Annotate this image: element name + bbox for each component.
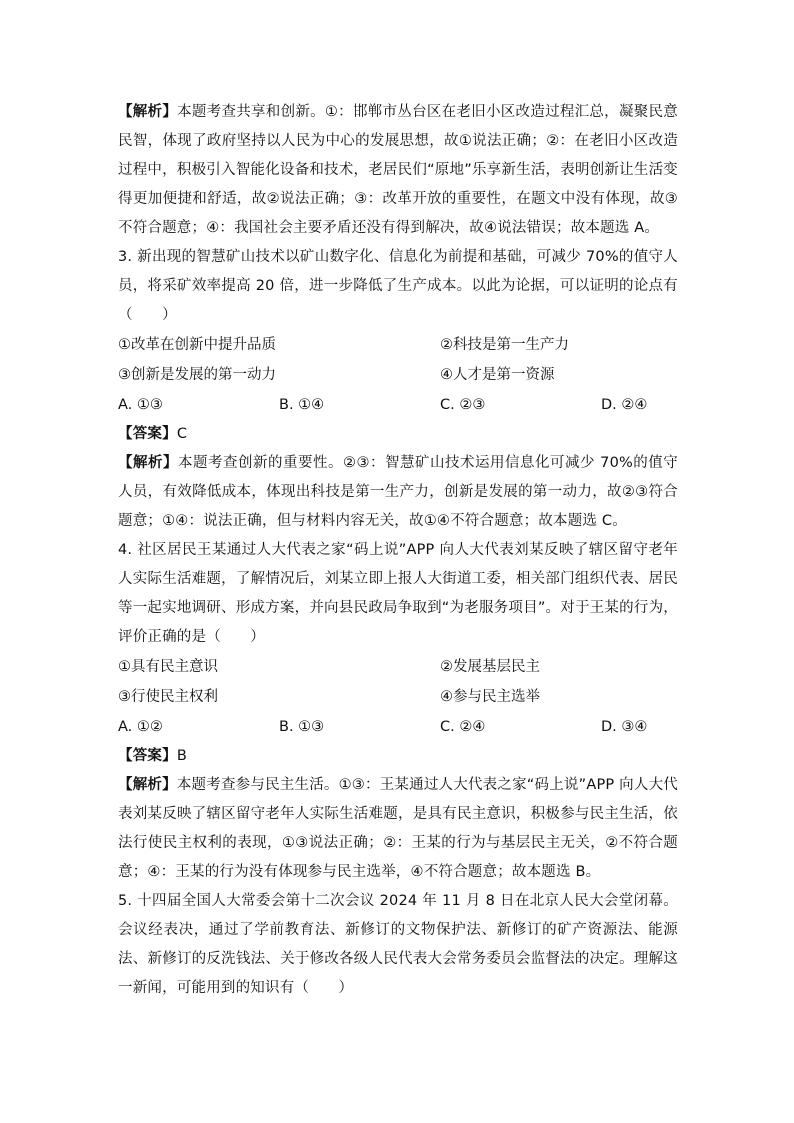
answer-tag: 【答案】 xyxy=(118,426,177,442)
analysis-text: 本题考查共享和创新。①：邯郸市丛台区在老旧小区改造过程汇总，凝聚民意民智，体现了政府坚持以人民为中心的发展思想，故①说法正确；②：在老旧小区改造过程中，积极引入智能化设备和技术，老居民们“原地”乐享新生活，表明创新让生活变得更加便捷和舒适，故②说法正确；③：改革开放的重要性，在题文中没有体现，故③不符合题意；④：我国社会主要矛盾还没有得到解决，故④说法错误；故本题选 A。 xyxy=(118,104,679,236)
analysis-text: 本题考查创新的重要性。②③：智慧矿山技术运用信息化可减少 70%的值守人员，有效降低成本，体现出科技是第一生产力，创新是发展的第一动力，故②③符合题意；①④：说法正确，但与材料内容无关，故①④不符合题意；故本题选 C。 xyxy=(118,455,678,529)
question-4-item-4: ④参与民主选举 xyxy=(440,689,540,705)
question-4-choices xyxy=(118,712,678,742)
question-3-items-row-2 xyxy=(118,360,678,390)
answer-value: B xyxy=(176,748,187,764)
question-4-analysis xyxy=(118,771,678,887)
analysis-tag: 【解析】 xyxy=(118,104,178,120)
answer-tag: 【答案】 xyxy=(118,748,177,764)
analysis-tag: 【解析】 xyxy=(118,777,177,793)
question-4-stem: 4. 社区居民王某通过人大代表之家“码上说”APP 向人大代表刘某反映了辖区留守老年人实际生活难题，了解情况后，刘某立即上报人大街道工委，相关部门组织代表、居民等一起实地调研、形成方案，并向县民政局争取到“为老服务项目”。对于王某的行为，评价正确的是（ ） xyxy=(118,542,678,645)
analysis-text: 本题考查参与民主生活。①③：王某通过人大代表之家“码上说”APP 向人大代表刘某反映了辖区留守老年人实际生活难题，是具有民主意识，积极参与民主生活，依法行使民主权利的表现，①③说法正确；②：王某的行为与基层民主无关，②不符合题意；④：王某的行为没有体现参与民主选举，④不符合题意；故本题选 B。 xyxy=(118,777,678,880)
question-3-item-1: ①改革在创新中提升品质 xyxy=(118,337,276,353)
question-5-stem: 5. 十四届全国人大常委会第十二次会议 2024 年 11 月 8 日在北京人民大会堂闭幕。会议经表决，通过了学前教育法、新修订的文物保护法、新修订的矿产资源法、能源法、新修订的反洗钱法、关于修改各级人民代表大会常务委员会监督法的决定。理解这一新闻，可能用到的知识有（ ） xyxy=(118,893,678,996)
question-3-stem: 3. 新出现的智慧矿山技术以矿山数字化、信息化为前提和基础，可减少 70%的值守人员，将采矿效率提高 20 倍，进一步降低了生产成本。以此为论据，可以证明的论点有（ ） xyxy=(118,249,678,323)
question-4-choice-b: B. ①③ xyxy=(279,719,325,735)
analysis-paragraph xyxy=(118,98,678,243)
question-4-items-row-1 xyxy=(118,652,678,682)
question-4-answer xyxy=(118,742,678,771)
document-page xyxy=(118,98,678,1003)
question-3-choices xyxy=(118,390,678,420)
question-4-choice-c: C. ②④ xyxy=(440,719,486,735)
question-4-choice-d: D. ③④ xyxy=(601,719,648,735)
question-3-item-3: ③创新是发展的第一动力 xyxy=(118,367,276,383)
question-3-choice-c: C. ②③ xyxy=(440,397,486,413)
question-3-item-4: ④人才是第一资源 xyxy=(440,367,555,383)
question-3-choice-b: B. ①④ xyxy=(279,397,325,413)
question-3-analysis xyxy=(118,449,678,536)
question-3-item-2: ②科技是第一生产力 xyxy=(440,337,569,353)
question-3-answer xyxy=(118,420,678,449)
question-4-items-row-2 xyxy=(118,682,678,712)
question-3-items-row-1 xyxy=(118,330,678,360)
question-4-item-1: ①具有民主意识 xyxy=(118,659,218,675)
analysis-tag: 【解析】 xyxy=(118,455,179,471)
question-4-item-2: ②发展基层民主 xyxy=(440,659,540,675)
question-4-item-3: ③行使民主权利 xyxy=(118,689,218,705)
question-4-choice-a: A. ①② xyxy=(118,719,163,735)
question-3-choice-a: A. ①③ xyxy=(118,397,163,413)
answer-value: C xyxy=(176,426,188,442)
question-3-choice-d: D. ②④ xyxy=(601,397,648,413)
